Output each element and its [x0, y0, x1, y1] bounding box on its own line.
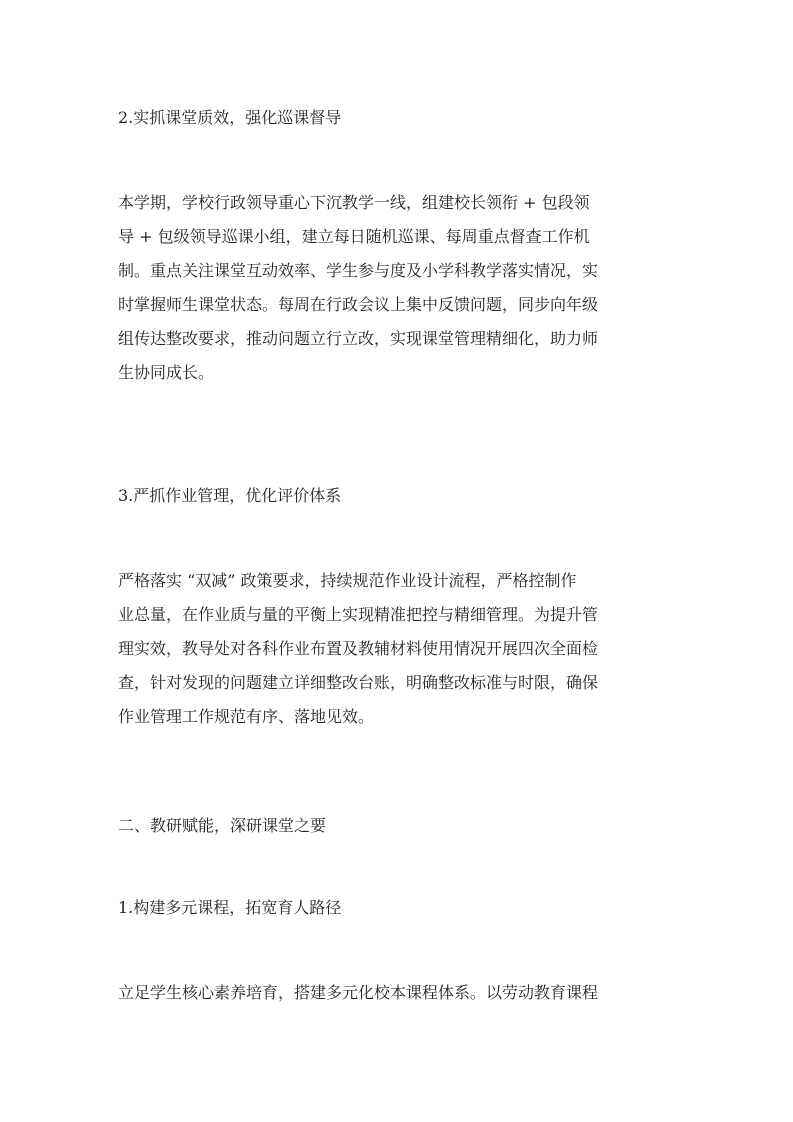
- text-line: 业总量，在作业质与量的平衡上实现精准把控与精细管理。为提升管: [118, 605, 599, 624]
- paragraph-classroom-patrol: [118, 186, 680, 390]
- text-line: 严格落实 “双减” 政策要求，持续规范作业设计流程，严格控制作: [118, 571, 577, 590]
- text-line: 理实效，教导处对各科作业布置及教辅材料使用情况开展四次全面检: [118, 639, 599, 658]
- paragraph-homework-management: [118, 564, 680, 734]
- text-line: 时掌握师生课堂状态。每周在行政会议上集中反馈问题，同步向年级: [118, 295, 599, 314]
- text-line: 制。重点关注课堂互动效率、学生参与度及小学科教学落实情况，实: [118, 261, 599, 280]
- text-line: 生协同成长。: [118, 363, 215, 382]
- part-heading: 二、教研赋能，深研课堂之要: [118, 816, 327, 835]
- text-line: 导 + 包级领导巡课小组，建立每日随机巡课、每周重点督查工作机: [118, 227, 590, 246]
- text-line: 查，针对发现的问题建立详细整改台账，明确整改标准与时限，确保: [118, 673, 599, 692]
- text-line: 立足学生核心素养培育，搭建多元化校本课程体系。以劳动教育课程: [118, 983, 599, 1002]
- paragraph-curriculum: [118, 976, 680, 1010]
- section-heading: 2.实抓课堂质效，强化巡课督导: [118, 108, 342, 127]
- section-heading: 1.构建多元课程，拓宽育人路径: [118, 898, 342, 917]
- text-line: 组传达整改要求，推动问题立行立改，实现课堂管理精细化，助力师: [118, 329, 599, 348]
- text-line: 作业管理工作规范有序、落地见效。: [118, 707, 375, 726]
- section-heading: 3.严抓作业管理，优化评价体系: [118, 486, 342, 505]
- text-line: 本学期，学校行政领导重心下沉教学一线，组建校长领衔 + 包段领: [118, 193, 590, 212]
